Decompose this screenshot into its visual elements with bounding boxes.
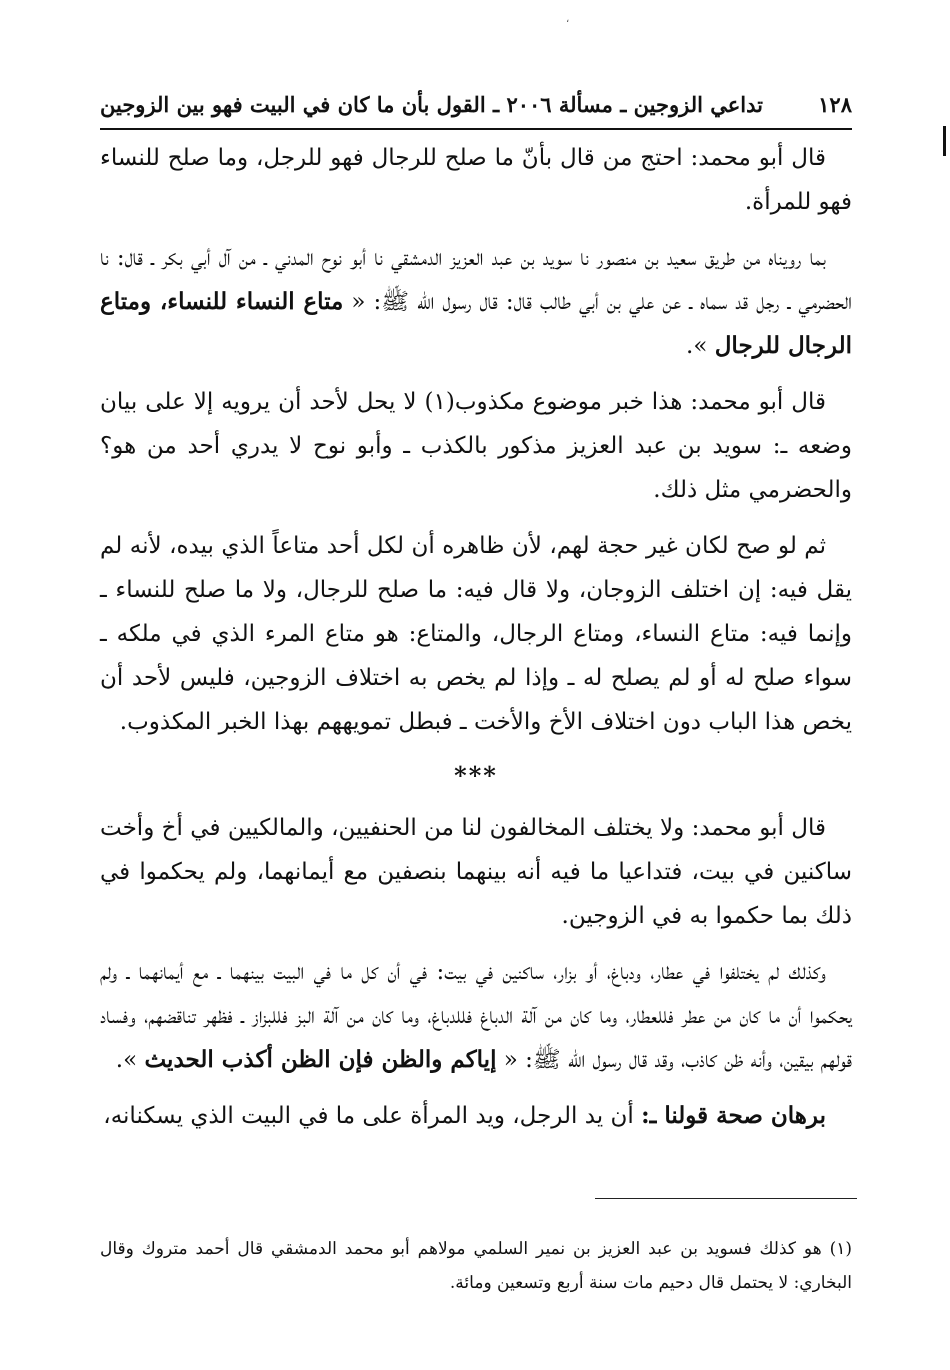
paragraph-4: ثم لو صح لكان غير حجة لهم، لأن ظاهره أن لكل أحد متاعاً الذي بيده، لأنه لم يقل فيه: إن اختلف الزوجان، ولا قال فيه: ما صلح للرجال، ولا ما صلح للنساء ـ وإنما فيه: متاع النساء، ومتاع الرجال، والمتاع: هو متاع المرء الذي في ملكه ـ سواء صلح له أو لم يصلح له ـ وإذا لم يخص به اختلاف الزوجين، فليس لأحد أن يخص هذا الباب دون اختلاف الأخ والأخت ـ فبطل تمويههم بهذا الخبر المكذوب. — [100, 532, 852, 735]
paragraph-7-text: أن يد الرجل، ويد المرأة على ما في البيت الذي يسكنانه، — [103, 1102, 634, 1129]
paragraph-3: قال أبو محمد: هذا خبر موضوع مكذوب(١) لا يحل لأحد أن يرويه إلا على بيان وضعه ـ: سويد بن عبد العزيز مذكور بالكذب ـ وأبو نوح لا يدري أحد من هو؟ والحضرمي مثل ذلك. — [100, 388, 852, 503]
edge-mark — [943, 126, 946, 156]
paragraph-7 — [100, 1094, 852, 1138]
proof-label: برهان صحة قولنا ـ: — [641, 1101, 826, 1129]
hadith-quote-1: متاع النساء للنساء، ومتاع الرجال للرجال — [100, 287, 852, 359]
page — [100, 88, 852, 1150]
paragraph-6-text: وكذلك لم يختلفوا في عطار، ودباغ، أو بزار، ساكنين في بيت: في أن كل ما في البيت بينهما ـ مع أيمانهما ـ ولم يحكموا أن ما كان من عطر فللعطار، وما كان من آلة الدباغ فللدباغ، وما كان من آلة البز فللبزاز ـ فظهر تناقضهم، وفساد قولهم بيقين، وأنه ظن كاذب، وقد قال رسول الله ﷺ: « — [100, 958, 852, 1073]
paragraph-5: قال أبو محمد: ولا يختلف المخالفون لنا من الحنفيين، والمالكيين في أخ وأخت ساكنين في بيت، فتداعيا ما فيه أنه بينهما بنصفين مع أيمانهما، ولم يحكموا في ذلك بما حكموا به في الزوجين. — [100, 814, 852, 929]
hadith-quote-2: إياكم والظن فإن الظن أكذب الحديث — [144, 1045, 497, 1073]
corner-mark: ، — [566, 14, 570, 25]
hadith-quote-1-close: ». — [686, 332, 708, 359]
paragraph-6 — [100, 950, 852, 1082]
footnote: (١) هو كذلك فسويد بن عبد العزيز بن نمير السلمي مولاهم أبو محمد الدمشقي قال أحمد متروك وقال البخاري: لا يحتمل قال دحيم مات سنة أربع وتسعين ومائة. — [100, 1239, 852, 1293]
footnote-divider — [595, 1198, 857, 1199]
hadith-quote-2-close: ». — [115, 1046, 138, 1073]
running-title: تداعي الزوجين ـ مسألة ٢٠٠٦ ـ القول بأن ما كان في البيت فهو بين الزوجين — [100, 92, 763, 117]
paragraph-2-text: بما رويناه من طريق سعيد بن منصور نا سويد بن عبد العزيز الدمشقي نا أبو نوح المدني ـ من آل أبي بكر ـ قال: نا الحضرمي ـ رجل قد سماه ـ عن علي بن أبي طالب قال: قال رسول الله ﷺ: « — [100, 244, 853, 315]
section-separator: *** — [454, 760, 498, 790]
page-header — [100, 88, 852, 130]
paragraph-2 — [100, 236, 852, 368]
paragraph-1: قال أبو محمد: احتج من قال بأنّ ما صلح للرجال فهو للرجل، وما صلح للنساء فهو للمرأة. — [100, 144, 852, 215]
page-number: ١٢٨ — [818, 92, 852, 117]
page-body — [100, 130, 852, 1138]
